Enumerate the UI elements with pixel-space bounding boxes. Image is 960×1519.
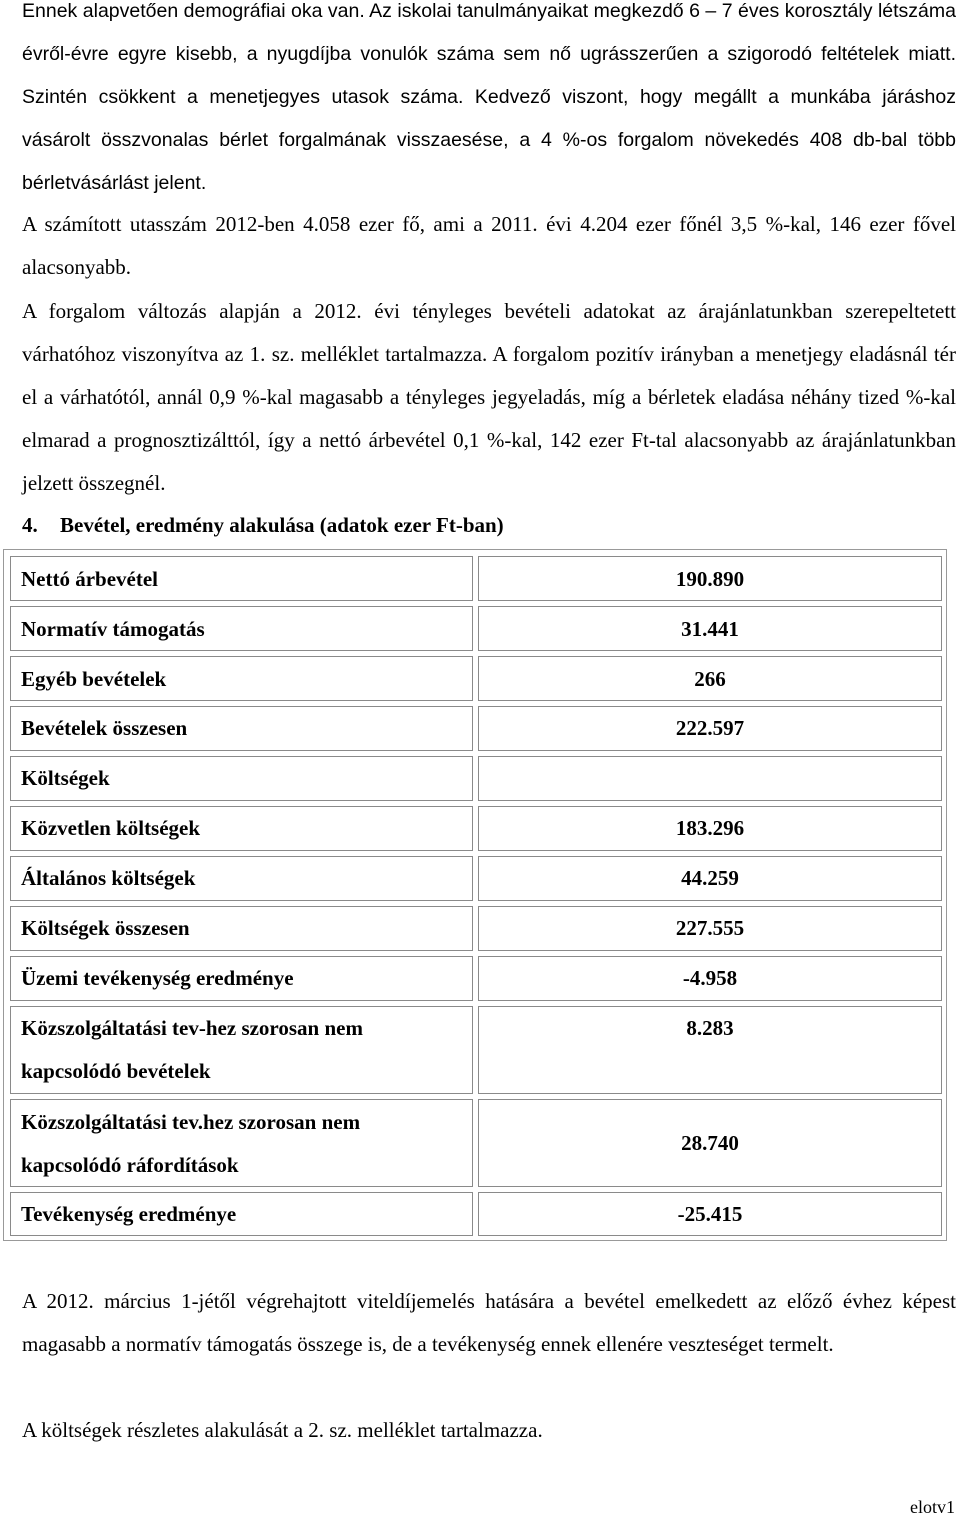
fare-increase-paragraph: A 2012. március 1-jétől végrehajtott viteldíjemelés hatására a bevétel emelkedett az előző évhez képest magasabb a normatív támogatás összege is, de a tevékenység ennek ellenére veszteséget termelt. — [22, 1289, 956, 1356]
revenue-result-table — [3, 549, 947, 1241]
table-row-label: Normatív támogatás — [10, 606, 473, 651]
table-row-label: Üzemi tevékenység eredménye — [10, 956, 473, 1001]
table-row-label: Egyéb bevételek — [10, 656, 473, 701]
table-row-value: 190.890 — [478, 556, 942, 601]
intro-paragraph: Ennek alapvetően demográfiai oka van. Az iskolai tanulmányaikat megkezdő 6 – 7 éves korosztály létszáma évről-évre egyre kisebb, a nyugdíjba vonulók száma sem nő ugrásszerűen a szigorodó feltételek miatt. Szintén csökkent a menetjegyes utasok száma. Kedvező viszont, hogy megállt a munkába járáshoz vásárolt összvonalas bérlet forgalmának visszaesése, a 4 %-os forgalom növekedés 408 db-bal több bérletvásárlást jelent. — [22, 0, 956, 194]
table-row-label: Bevételek összesen — [10, 706, 473, 751]
table-row-label: Költségek összesen — [10, 906, 473, 951]
table-row-label: Közvetlen költségek — [10, 806, 473, 851]
table-row-label: Tevékenység eredménye — [10, 1192, 473, 1236]
cost-details-paragraph: A költségek részletes alakulását a 2. sz. melléklet tartalmazza. — [22, 1418, 543, 1442]
section-heading — [22, 505, 504, 545]
table-row-label: Költségek — [10, 756, 473, 801]
table-row-value: 227.555 — [478, 906, 942, 951]
table-row-value: -25.415 — [478, 1192, 942, 1236]
table-row-value — [478, 756, 942, 801]
table-row-label: Közszolgáltatási tev-hez szorosan nem kapcsolódó bevételek — [10, 1006, 473, 1094]
section-title: Bevétel, eredmény alakulása (adatok ezer Ft-ban) — [60, 513, 504, 537]
table-row-label: Közszolgáltatási tev.hez szorosan nem kapcsolódó ráfordítások — [10, 1099, 473, 1187]
table-row-value: 31.441 — [478, 606, 942, 651]
table-row-value: -4.958 — [478, 956, 942, 1001]
table-row-value: 28.740 — [478, 1099, 942, 1187]
table-row-value: 222.597 — [478, 706, 942, 751]
table-row-value: 44.259 — [478, 856, 942, 901]
table-row-value: 183.296 — [478, 806, 942, 851]
page-footer-label: elotv1 — [910, 1497, 955, 1517]
table-row-value: 266 — [478, 656, 942, 701]
table-row-label: Nettó árbevétel — [10, 556, 473, 601]
revenue-analysis-paragraph: A forgalom változás alapján a 2012. évi tényleges bevételi adatokat az árajánlatunkban szerepeltetett várhatóhoz viszonyítva az 1. sz. melléklet tartalmazza. A forgalom pozitív irányban a menetjegy eladásnál tér el a várhatótól, annál 0,9 %-kal magasabb a tényleges jegyeladás, míg a bérletek eladása néhány tized %-kal elmarad a prognosztizálttól, így a nettó árbevétel 0,1 %-kal, 142 ezer Ft-tal alacsonyabb az árajánlatunkban jelzett összegnél. — [22, 299, 956, 495]
table-row-value: 8.283 — [478, 1006, 942, 1094]
passenger-count-paragraph: A számított utasszám 2012-ben 4.058 ezer fő, ami a 2011. évi 4.204 ezer főnél 3,5 %-kal, 146 ezer fővel alacsonyabb. — [22, 212, 956, 279]
section-number: 4. — [22, 513, 38, 537]
table-row-label: Általános költségek — [10, 856, 473, 901]
